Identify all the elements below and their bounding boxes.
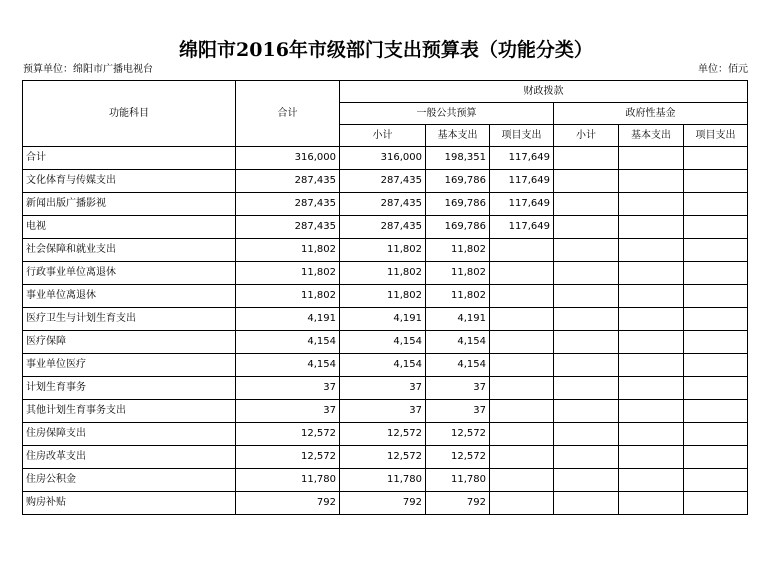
row-fund-project [684, 216, 748, 239]
row-fund-basic [619, 239, 684, 262]
row-subject: 新闻出版广播影视 [23, 193, 236, 216]
row-fund-subtotal [554, 170, 619, 193]
row-basic: 169,786 [426, 170, 490, 193]
row-basic: 4,154 [426, 354, 490, 377]
row-subject: 其他计划生育事务支出 [23, 400, 236, 423]
page-title: 绵阳市2016年市级部门支出预算表（功能分类） [179, 39, 593, 61]
row-fund-basic [619, 331, 684, 354]
row-subtotal: 287,435 [340, 216, 426, 239]
row-fund-basic [619, 469, 684, 492]
row-subtotal: 11,802 [340, 239, 426, 262]
header-subtotal: 小计 [340, 125, 426, 147]
row-fund-project [684, 377, 748, 400]
row-fund-subtotal [554, 308, 619, 331]
row-project [490, 262, 554, 285]
table-row [23, 446, 748, 469]
row-subtotal: 4,154 [340, 354, 426, 377]
row-fund-project [684, 400, 748, 423]
row-fund-basic [619, 216, 684, 239]
row-subject: 电视 [23, 216, 236, 239]
header-project: 项目支出 [490, 125, 554, 147]
row-fund-subtotal [554, 400, 619, 423]
row-fund-basic [619, 193, 684, 216]
row-subtotal: 37 [340, 400, 426, 423]
row-subject: 文化体育与传媒支出 [23, 170, 236, 193]
row-fund-project [684, 423, 748, 446]
row-subject: 医疗卫生与计划生育支出 [23, 308, 236, 331]
row-fund-project [684, 193, 748, 216]
table-row [23, 262, 748, 285]
row-subject: 医疗保障 [23, 331, 236, 354]
row-project [490, 308, 554, 331]
row-fund-project [684, 492, 748, 515]
row-subject: 社会保障和就业支出 [23, 239, 236, 262]
header-subject: 功能科目 [23, 81, 236, 147]
row-basic: 11,780 [426, 469, 490, 492]
row-basic: 169,786 [426, 216, 490, 239]
header-total: 合计 [236, 81, 340, 147]
row-subtotal: 316,000 [340, 147, 426, 170]
row-subject: 住房公积金 [23, 469, 236, 492]
row-fund-basic [619, 400, 684, 423]
row-project [490, 423, 554, 446]
row-fund-basic [619, 170, 684, 193]
row-total: 287,435 [236, 216, 340, 239]
row-total: 11,780 [236, 469, 340, 492]
row-subtotal: 12,572 [340, 446, 426, 469]
row-subject: 计划生育事务 [23, 377, 236, 400]
row-fund-project [684, 147, 748, 170]
row-basic: 12,572 [426, 446, 490, 469]
header-basic: 基本支出 [426, 125, 490, 147]
table-row [23, 377, 748, 400]
row-subtotal: 287,435 [340, 170, 426, 193]
row-subject: 事业单位离退休 [23, 285, 236, 308]
row-subject: 住房改革支出 [23, 446, 236, 469]
row-fund-basic [619, 285, 684, 308]
row-fund-basic [619, 446, 684, 469]
row-subject: 住房保障支出 [23, 423, 236, 446]
currency-unit-label: 单位：佰元 [698, 64, 748, 75]
row-subtotal: 792 [340, 492, 426, 515]
row-project [490, 377, 554, 400]
table-row [23, 308, 748, 331]
row-project [490, 285, 554, 308]
row-basic: 4,191 [426, 308, 490, 331]
header-fund-subtotal: 小计 [554, 125, 619, 147]
row-subject: 购房补贴 [23, 492, 236, 515]
table-row [23, 147, 748, 170]
row-total: 4,154 [236, 354, 340, 377]
row-fund-project [684, 469, 748, 492]
row-fund-subtotal [554, 216, 619, 239]
row-total: 12,572 [236, 446, 340, 469]
table-row [23, 239, 748, 262]
row-basic: 11,802 [426, 285, 490, 308]
row-fund-project [684, 308, 748, 331]
row-fund-project [684, 262, 748, 285]
row-basic: 37 [426, 377, 490, 400]
row-basic: 11,802 [426, 262, 490, 285]
row-project: 117,649 [490, 147, 554, 170]
row-project [490, 469, 554, 492]
budget-table [22, 80, 748, 515]
row-basic: 37 [426, 400, 490, 423]
row-basic: 4,154 [426, 331, 490, 354]
row-total: 11,802 [236, 285, 340, 308]
header-fund-project: 项目支出 [684, 125, 748, 147]
row-fund-basic [619, 308, 684, 331]
row-fund-project [684, 354, 748, 377]
row-basic: 11,802 [426, 239, 490, 262]
row-fund-project [684, 170, 748, 193]
row-project [490, 400, 554, 423]
row-fund-subtotal [554, 147, 619, 170]
row-subtotal: 11,802 [340, 262, 426, 285]
header-row-1 [23, 81, 748, 103]
row-fund-subtotal [554, 354, 619, 377]
row-subtotal: 11,802 [340, 285, 426, 308]
row-total: 287,435 [236, 193, 340, 216]
row-project [490, 354, 554, 377]
table-row [23, 331, 748, 354]
row-total: 792 [236, 492, 340, 515]
row-fund-subtotal [554, 262, 619, 285]
row-total: 11,802 [236, 262, 340, 285]
row-total: 316,000 [236, 147, 340, 170]
row-basic: 12,572 [426, 423, 490, 446]
table-row [23, 354, 748, 377]
row-total: 11,802 [236, 239, 340, 262]
table-row [23, 170, 748, 193]
row-subtotal: 4,191 [340, 308, 426, 331]
table-row [23, 216, 748, 239]
row-project [490, 446, 554, 469]
row-subtotal: 11,780 [340, 469, 426, 492]
table-row [23, 423, 748, 446]
header-government-fund: 政府性基金 [554, 103, 748, 125]
table-row [23, 193, 748, 216]
row-fund-subtotal [554, 469, 619, 492]
row-subtotal: 12,572 [340, 423, 426, 446]
row-fund-project [684, 446, 748, 469]
header-fiscal: 财政拨款 [340, 81, 748, 103]
table-row [23, 285, 748, 308]
row-fund-subtotal [554, 193, 619, 216]
row-fund-subtotal [554, 492, 619, 515]
row-fund-project [684, 331, 748, 354]
row-fund-subtotal [554, 423, 619, 446]
row-fund-basic [619, 354, 684, 377]
row-subtotal: 37 [340, 377, 426, 400]
row-project: 117,649 [490, 216, 554, 239]
row-total: 37 [236, 377, 340, 400]
row-basic: 198,351 [426, 147, 490, 170]
row-fund-project [684, 285, 748, 308]
row-fund-basic [619, 423, 684, 446]
row-fund-subtotal [554, 446, 619, 469]
table-row [23, 492, 748, 515]
row-subtotal: 287,435 [340, 193, 426, 216]
row-project [490, 331, 554, 354]
row-subject: 行政事业单位离退休 [23, 262, 236, 285]
row-fund-project [684, 239, 748, 262]
row-fund-subtotal [554, 239, 619, 262]
header-general-budget: 一般公共预算 [340, 103, 554, 125]
row-total: 4,191 [236, 308, 340, 331]
row-basic: 792 [426, 492, 490, 515]
row-fund-basic [619, 262, 684, 285]
row-subject: 事业单位医疗 [23, 354, 236, 377]
row-project [490, 492, 554, 515]
row-fund-basic [619, 147, 684, 170]
row-total: 12,572 [236, 423, 340, 446]
row-total: 287,435 [236, 170, 340, 193]
table-row [23, 400, 748, 423]
budget-unit-label: 预算单位：绵阳市广播电视台 [23, 64, 153, 75]
table-row [23, 469, 748, 492]
row-fund-basic [619, 492, 684, 515]
row-fund-basic [619, 377, 684, 400]
row-total: 37 [236, 400, 340, 423]
row-project: 117,649 [490, 170, 554, 193]
row-project: 117,649 [490, 193, 554, 216]
row-subtotal: 4,154 [340, 331, 426, 354]
row-fund-subtotal [554, 331, 619, 354]
row-project [490, 239, 554, 262]
row-subject: 合计 [23, 147, 236, 170]
row-total: 4,154 [236, 331, 340, 354]
header-fund-basic: 基本支出 [619, 125, 684, 147]
row-basic: 169,786 [426, 193, 490, 216]
row-fund-subtotal [554, 377, 619, 400]
row-fund-subtotal [554, 285, 619, 308]
